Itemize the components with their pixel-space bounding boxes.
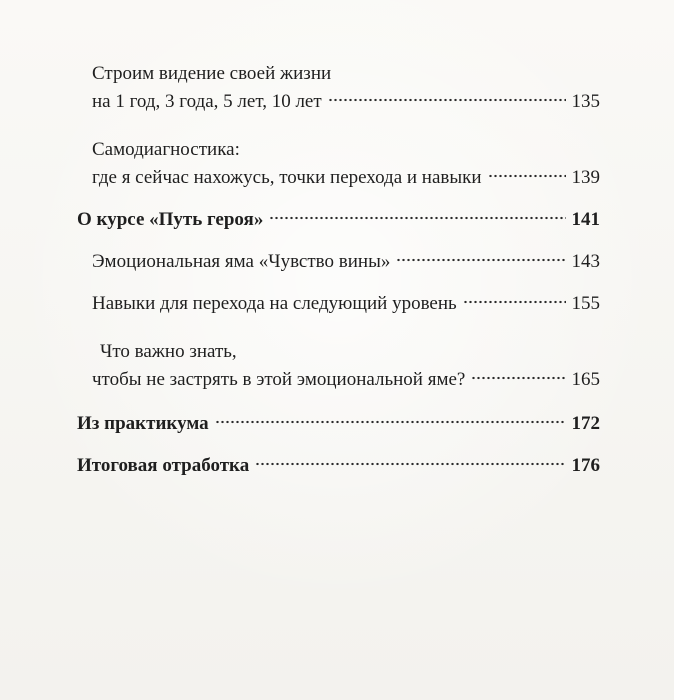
toc-entry-life-vision-line1: Строим видение своей жизни [92, 63, 332, 84]
toc-entry-self-diagnostics[interactable] [92, 164, 600, 192]
page-number: 165 [571, 369, 600, 390]
toc-entry-what-to-know[interactable] [92, 366, 600, 394]
toc-entry-next-level-skills[interactable] [92, 290, 600, 318]
page-number: 155 [571, 293, 600, 314]
toc-entry-final-practice[interactable] [77, 452, 600, 480]
dot-leader [396, 257, 565, 263]
page-number: 143 [571, 251, 600, 272]
toc-entry-what-to-know-line1: Что важно знать, [100, 341, 237, 362]
dot-leader [255, 461, 565, 467]
toc-entry-title: О курсе «Путь героя» [77, 209, 264, 230]
dot-leader [215, 419, 566, 425]
toc-entry-from-practicum[interactable] [77, 410, 600, 438]
toc-entry-title: Из практикума [77, 413, 209, 434]
toc-entry-title: Навыки для перехода на следующий уровень [92, 293, 457, 314]
dot-leader [488, 173, 566, 179]
toc-entry-life-vision[interactable] [92, 88, 600, 116]
toc-entry-title: Эмоциональная яма «Чувство вины» [92, 251, 391, 272]
toc-entry-hero-course[interactable] [77, 206, 600, 234]
toc-entry-self-diagnostics-line2: где я сейчас нахожусь, точки перехода и навыки [92, 167, 482, 188]
toc-entry-guilt-pit[interactable] [92, 248, 600, 276]
toc-entry-life-vision-line2: на 1 год, 3 года, 5 лет, 10 лет [92, 91, 322, 112]
page-number: 135 [571, 91, 600, 112]
dot-leader [269, 215, 565, 221]
page-number: 141 [571, 209, 600, 230]
page-number: 172 [571, 413, 600, 434]
page-number: 176 [571, 455, 600, 476]
dot-leader [463, 299, 566, 305]
toc-entry-what-to-know-line2: чтобы не застрять в этой эмоциональной яме? [92, 369, 466, 390]
toc-entry-self-diagnostics-line1: Самодиагностика: [92, 139, 240, 160]
toc-entry-title: Итоговая отработка [77, 455, 250, 476]
dot-leader [328, 97, 566, 103]
dot-leader [471, 375, 565, 381]
page-number: 139 [571, 167, 600, 188]
